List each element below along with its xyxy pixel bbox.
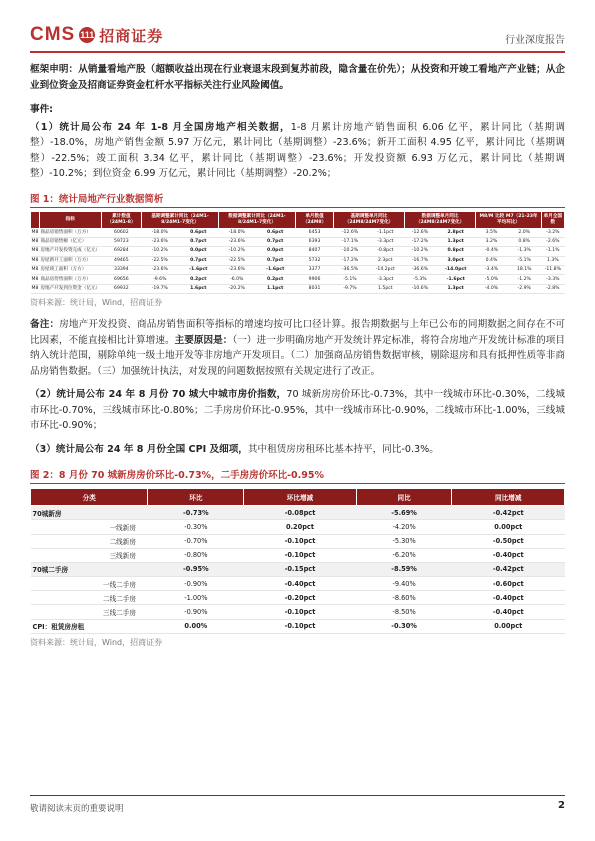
fig1-cell: 0.2pct bbox=[255, 275, 295, 284]
fig1-cell: -20.2% bbox=[219, 284, 255, 293]
fig1-cell: -36.5% bbox=[334, 266, 367, 275]
page-header bbox=[30, 18, 565, 52]
fig1-row bbox=[31, 228, 565, 237]
fig2-value-cell: -0.10pct bbox=[244, 619, 356, 633]
fig2-category-cell: 一线新房 bbox=[31, 520, 148, 534]
fig1-col-6: 基期调整单月同比（24M8/24M7变化） bbox=[334, 211, 405, 228]
fig1-cell: 0.8% bbox=[507, 237, 541, 246]
fig1-cell: M8 bbox=[31, 284, 40, 293]
fig2-row-sub bbox=[31, 591, 565, 605]
fig1-cell: 0.6pct bbox=[178, 228, 218, 237]
fig1-cell: -3.4% bbox=[476, 266, 507, 275]
fig2-row-grp bbox=[31, 506, 565, 520]
fig1-cell: 0.7pct bbox=[178, 256, 218, 265]
fig2-category-cell: 三线二手房 bbox=[31, 605, 148, 619]
fig1-cell: 8407 bbox=[295, 247, 333, 256]
fig1-cell: -1.6pct bbox=[178, 266, 218, 275]
fig1-cell: 房屋新开工面积（万方） bbox=[39, 256, 101, 265]
fig1-cell: 0.2pct bbox=[178, 275, 218, 284]
fig1-cell: M8 bbox=[31, 275, 40, 284]
fig1-cell: -3.3pct bbox=[366, 237, 404, 246]
figure-2-source: 资料来源：统计局，Wind，招商证券 bbox=[30, 637, 163, 647]
fig1-cell: 1.3% bbox=[541, 256, 564, 265]
fig1-cell: 6453 bbox=[295, 228, 333, 237]
figure-2-table bbox=[30, 488, 565, 634]
fig1-row bbox=[31, 247, 565, 256]
fig2-row-sub bbox=[31, 520, 565, 534]
fig1-col-1: 指标 bbox=[39, 211, 101, 228]
fig1-cell: 2.3pct bbox=[366, 256, 404, 265]
fig1-cell: -11.8% bbox=[541, 266, 564, 275]
fig2-value-cell: -5.30% bbox=[356, 534, 452, 548]
figure-2-body bbox=[31, 506, 565, 634]
event-1-body: 1-8 月累计房地产销售面积 6.06 亿平，累计同比（基期调整）-18.0%，房地产销售金额 5.97 万亿元，累计同比（基期调整）-23.6%；新开工面积 4.95 亿平，累计同比（基期调整）-22.5%；竣工面积 3.34 亿平，累计同比（基期调整）-23.6%；开发投资额 6.93 万亿元，累计同比（基期调整）-10.2%；到位资金 6.99 万亿元，累计同比（基期调整）-20.2%； bbox=[30, 121, 565, 179]
figure-1-table bbox=[30, 211, 565, 295]
fig1-cell: 59723 bbox=[101, 237, 141, 246]
fig1-cell: 33394 bbox=[101, 266, 141, 275]
fig1-col-0 bbox=[31, 211, 40, 228]
fig1-cell: 0.7pct bbox=[255, 256, 295, 265]
fig1-col-3: 基期调整累计同比（24M1-8/24M1-7变化） bbox=[142, 211, 219, 228]
event-3-paragraph bbox=[30, 442, 565, 458]
fig1-cell: -1.3% bbox=[507, 247, 541, 256]
fig2-value-cell: -4.20% bbox=[356, 520, 452, 534]
fig1-cell: -19.7% bbox=[142, 284, 178, 293]
fig1-cell: -1.2% bbox=[507, 275, 541, 284]
fig1-cell: -3.3pct bbox=[366, 275, 404, 284]
event-2-body: 70 城新房房价环比-0.73%，其中一线城市环比-0.30%，二线城市环比-0.70%，三线城市环比-0.80%；二手房房价环比-0.95%，其中一线城市环比-0.90%，二线城市环比-1.00%，三线城市环比-0.90%； bbox=[30, 389, 565, 432]
figure-2-header-row bbox=[31, 489, 565, 506]
fig2-value-cell: -0.10pct bbox=[244, 548, 356, 562]
fig1-cell: M8 bbox=[31, 256, 40, 265]
page-footer bbox=[30, 795, 565, 814]
fig2-row-sub bbox=[31, 548, 565, 562]
fig1-row bbox=[31, 284, 565, 293]
fig2-value-cell: -0.20pct bbox=[244, 591, 356, 605]
fig2-value-cell: -9.40% bbox=[356, 577, 452, 591]
fig1-cell: -2.6% bbox=[541, 237, 564, 246]
notes-text-1: 房地产开发投资、商品房销售面积等指标的增速均按可比口径计算。报告期数据与上年已公布的同期数据之间存在不可比因素，不能直接相比计算增速。 bbox=[30, 319, 566, 346]
fig1-cell: -2.9% bbox=[507, 284, 541, 293]
fig1-cell: 房地产开发到位资金（亿元） bbox=[39, 284, 101, 293]
fig2-value-cell: -0.70% bbox=[148, 534, 244, 548]
fig1-cell: 1.6pct bbox=[178, 284, 218, 293]
fig2-value-cell: -8.59% bbox=[356, 562, 452, 576]
notes-reason-label: 主要原因是： bbox=[174, 334, 233, 346]
fig1-cell: -23.6% bbox=[219, 237, 255, 246]
fig1-cell: -12.6% bbox=[404, 228, 435, 237]
fig1-cell: 18.1% bbox=[507, 266, 541, 275]
fig2-value-cell: -0.10pct bbox=[244, 605, 356, 619]
fig1-cell: 1.1pct bbox=[255, 284, 295, 293]
fig1-cell: 房地产开发投资完成（亿元） bbox=[39, 247, 101, 256]
fig1-cell: -0.8pct bbox=[366, 247, 404, 256]
figure-1 bbox=[30, 191, 565, 309]
fig2-value-cell: 0.20pct bbox=[244, 520, 356, 534]
fig1-cell: 1.3pct bbox=[436, 237, 476, 246]
fig1-cell: -10.2% bbox=[219, 247, 255, 256]
fig1-cell: -1.6pct bbox=[255, 266, 295, 275]
fig2-value-cell: -0.80% bbox=[148, 548, 244, 562]
fig1-cell: 0.7pct bbox=[255, 237, 295, 246]
fig1-cell: M8 bbox=[31, 228, 40, 237]
header-divider bbox=[30, 51, 565, 53]
fig2-row-sub bbox=[31, 577, 565, 591]
fig1-cell: -9.7% bbox=[334, 284, 367, 293]
fig1-cell: -10.2% bbox=[404, 247, 435, 256]
fig2-value-cell: -0.40pct bbox=[452, 591, 565, 605]
fig1-cell: -22.5% bbox=[142, 256, 178, 265]
fig1-cell: 0.8pct bbox=[436, 247, 476, 256]
event-3-lead: （3）统计局公布 24 年 8 月份全国 CPI 及细项， bbox=[30, 443, 248, 455]
fig2-value-cell: -0.40pct bbox=[452, 548, 565, 562]
fig2-category-cell: CPI：租赁房房租 bbox=[31, 619, 148, 633]
fig1-cell: 9906 bbox=[295, 275, 333, 284]
fig1-cell: M8 bbox=[31, 247, 40, 256]
fig1-cell: -17.2% bbox=[404, 237, 435, 246]
fig1-cell: -5.1% bbox=[334, 275, 367, 284]
framework-statement: 框架申明：从销量看地产股（超额收益出现在行业衰退末段到复苏前段，隐含量在价先）；从投资和开竣工看地产产业链；从企业到位资金及招商证券资金杠杆水平指标关注行业风险阈值。 bbox=[30, 64, 565, 91]
fig1-cell: -14.0pct bbox=[436, 266, 476, 275]
fig1-cell: -3.2% bbox=[541, 228, 564, 237]
fig1-cell: 房屋竣工面积（万方） bbox=[39, 266, 101, 275]
fig1-col-4: 数据调整累计同比（24M1-8/24M1-7变化） bbox=[219, 211, 296, 228]
notes-label: 备注： bbox=[30, 319, 60, 331]
fig1-cell: -17.1% bbox=[334, 237, 367, 246]
fig1-cell: -22.5% bbox=[219, 256, 255, 265]
report-type-label: 行业深度报告 bbox=[505, 35, 565, 46]
fig2-value-cell: -5.69% bbox=[356, 506, 452, 520]
fig2-value-cell: -0.42pct bbox=[452, 562, 565, 576]
fig1-cell: M8 bbox=[31, 237, 40, 246]
fig1-cell: 6393 bbox=[295, 237, 333, 246]
fig2-value-cell: -1.00% bbox=[148, 591, 244, 605]
fig2-col-3: 同比 bbox=[356, 489, 452, 506]
fig1-cell: 2.0% bbox=[507, 228, 541, 237]
fig1-cell: 商品房待售面积（万方） bbox=[39, 275, 101, 284]
fig1-cell: -5.0% bbox=[476, 275, 507, 284]
fig1-cell: -4.0% bbox=[476, 284, 507, 293]
page-number: 2 bbox=[558, 800, 565, 811]
fig2-value-cell: 0.00% bbox=[148, 619, 244, 633]
fig1-col-2: 累计数值（24M1-8） bbox=[101, 211, 141, 228]
footer-disclaimer: 敬请阅读末页的重要说明 bbox=[30, 804, 124, 814]
fig1-cell: -5.1% bbox=[507, 256, 541, 265]
fig2-value-cell: -0.15pct bbox=[244, 562, 356, 576]
fig1-cell: 3.2% bbox=[476, 237, 507, 246]
fig1-cell: 3377 bbox=[295, 266, 333, 275]
fig1-cell: -23.6% bbox=[142, 266, 178, 275]
fig2-col-1: 环比 bbox=[148, 489, 244, 506]
fig2-value-cell: -8.50% bbox=[356, 605, 452, 619]
fig1-cell: -6.0% bbox=[219, 275, 255, 284]
fig1-cell: 0.6pct bbox=[255, 228, 295, 237]
fig2-category-cell: 二线二手房 bbox=[31, 591, 148, 605]
fig1-cell: -17.2% bbox=[334, 256, 367, 265]
fig2-value-cell: -0.42pct bbox=[452, 506, 565, 520]
fig1-cell: 商品房销售额（亿元） bbox=[39, 237, 101, 246]
events-heading: 事件: bbox=[30, 104, 54, 115]
fig1-cell: -2.8% bbox=[541, 284, 564, 293]
fig1-cell: -16.7% bbox=[404, 256, 435, 265]
event-2-paragraph bbox=[30, 387, 565, 434]
fig1-cell: 0.4% bbox=[476, 256, 507, 265]
fig1-cell: -18.0% bbox=[219, 228, 255, 237]
fig1-cell: 8031 bbox=[295, 284, 333, 293]
fig1-cell: -5.3% bbox=[404, 275, 435, 284]
fig1-cell: 商品房销售面积（万方） bbox=[39, 228, 101, 237]
fig2-value-cell: -8.60% bbox=[356, 591, 452, 605]
fig2-value-cell: -0.50pct bbox=[452, 534, 565, 548]
fig2-row-sub bbox=[31, 534, 565, 548]
fig1-cell: -3.3% bbox=[541, 275, 564, 284]
fig1-cell: -23.6% bbox=[142, 237, 178, 246]
fig1-row bbox=[31, 256, 565, 265]
fig2-category-cell: 70城二手房 bbox=[31, 562, 148, 576]
fig2-value-cell: -0.90% bbox=[148, 605, 244, 619]
fig1-cell: 1.5pct bbox=[366, 284, 404, 293]
fig2-value-cell: -0.30% bbox=[356, 619, 452, 633]
event-1-paragraph bbox=[30, 120, 565, 182]
event-1-lead: （1）统计局公布 24 年 1-8 月全国房地产相关数据， bbox=[30, 121, 291, 133]
footer-divider bbox=[30, 795, 565, 796]
fig1-row bbox=[31, 237, 565, 246]
fig1-row bbox=[31, 275, 565, 284]
fig1-cell: -10.2% bbox=[334, 247, 367, 256]
fig1-cell: M8 bbox=[31, 266, 40, 275]
fig1-cell: 69656 bbox=[101, 275, 141, 284]
fig1-row bbox=[31, 266, 565, 275]
figure-1-header-row bbox=[31, 211, 565, 228]
fig1-cell: -36.6% bbox=[404, 266, 435, 275]
company-logo bbox=[30, 24, 163, 46]
fig1-cell: 0.0pct bbox=[178, 247, 218, 256]
fig2-value-cell: -0.73% bbox=[148, 506, 244, 520]
fig2-value-cell: -0.90% bbox=[148, 577, 244, 591]
fig1-cell: -9.6% bbox=[142, 275, 178, 284]
fig2-value-cell: 0.00pct bbox=[452, 619, 565, 633]
fig1-cell: 49465 bbox=[101, 256, 141, 265]
fig1-cell: -1.6pct bbox=[436, 275, 476, 284]
fig2-value-cell: -0.10pct bbox=[244, 534, 356, 548]
figure-1-title: 图 1：统计局地产行业数据简析 bbox=[30, 191, 565, 208]
logo-badge-icon: 111 bbox=[79, 27, 95, 43]
fig1-cell: 69284 bbox=[101, 247, 141, 256]
fig2-category-cell: 二线新房 bbox=[31, 534, 148, 548]
notes-paragraph bbox=[30, 317, 565, 379]
fig2-value-cell: -0.40pct bbox=[452, 605, 565, 619]
fig2-category-cell: 三线新房 bbox=[31, 548, 148, 562]
fig2-value-cell: -6.20% bbox=[356, 548, 452, 562]
figure-2-title: 图 2：8 月份 70 城新房房价环比-0.73%，二手房房价环比-0.95% bbox=[30, 467, 565, 484]
fig1-cell: 3.0pct bbox=[436, 256, 476, 265]
logo-chinese-name: 招商证券 bbox=[99, 26, 164, 45]
fig1-cell: 0.0pct bbox=[255, 247, 295, 256]
fig2-value-cell: -0.08pct bbox=[244, 506, 356, 520]
fig1-cell: 69932 bbox=[101, 284, 141, 293]
event-3-body: 其中租赁房房租环比基本持平，同比-0.3%。 bbox=[247, 443, 439, 455]
main-content bbox=[30, 62, 565, 648]
fig1-cell: 0.7pct bbox=[178, 237, 218, 246]
fig1-cell: -14.2pct bbox=[366, 266, 404, 275]
fig2-row-sub bbox=[31, 605, 565, 619]
fig1-col-7: 数据调整单月同比（24M8/24M7变化） bbox=[404, 211, 476, 228]
fig2-category-cell: 一线二手房 bbox=[31, 577, 148, 591]
fig1-cell: -23.6% bbox=[219, 266, 255, 275]
figure-1-body bbox=[31, 228, 565, 294]
fig1-cell: 5732 bbox=[295, 256, 333, 265]
fig2-row-cpi bbox=[31, 619, 565, 633]
fig2-col-4: 同比增减 bbox=[452, 489, 565, 506]
fig2-value-cell: -0.60pct bbox=[452, 577, 565, 591]
logo-cms-text: CMS bbox=[30, 24, 76, 45]
fig1-col-8: M8/M 比较 M7（21-23年平均环比） bbox=[476, 211, 541, 228]
fig2-col-0: 分类 bbox=[31, 489, 148, 506]
fig2-category-cell: 70城新房 bbox=[31, 506, 148, 520]
fig2-value-cell: -0.40pct bbox=[244, 577, 356, 591]
fig1-cell: -10.2% bbox=[142, 247, 178, 256]
fig1-cell: 2.8pct bbox=[436, 228, 476, 237]
fig1-cell: -10.6% bbox=[404, 284, 435, 293]
fig1-cell: 3.5% bbox=[476, 228, 507, 237]
fig1-cell: -0.4% bbox=[476, 247, 507, 256]
fig1-col-5: 单月数值（24M8） bbox=[295, 211, 333, 228]
fig1-cell: -12.6% bbox=[334, 228, 367, 237]
fig1-cell: -1.1% bbox=[541, 247, 564, 256]
event-2-lead: （2）统计局公布 24 年 8 月份 70 城大中城市房价指数， bbox=[30, 389, 287, 401]
fig1-cell: 60602 bbox=[101, 228, 141, 237]
fig2-col-2: 环比增减 bbox=[244, 489, 356, 506]
fig1-cell: -1.1pct bbox=[366, 228, 404, 237]
figure-2 bbox=[30, 467, 565, 648]
figure-1-source: 资料来源：统计局，Wind，招商证券 bbox=[30, 298, 163, 308]
fig2-row-grp bbox=[31, 562, 565, 576]
fig2-value-cell: 0.00pct bbox=[452, 520, 565, 534]
notes-text-2: （一）进一步明确房地产开发统计界定标准，将符合房地产开发统计标准的项目纳入统计范围，剔除单纯一级土地开发等非房地产开发项目。（二）加强商品房销售数据审核，剔除退房和具有抵押性质等非商品房销售数据。（三）加强统计执法，对发现的问题数据按照有关规定进行了改正。 bbox=[30, 334, 566, 377]
fig2-value-cell: -0.95% bbox=[148, 562, 244, 576]
fig1-col-9: 单月全国数 bbox=[541, 211, 564, 228]
fig1-cell: -18.0% bbox=[142, 228, 178, 237]
fig2-value-cell: -0.30% bbox=[148, 520, 244, 534]
fig1-cell: 1.3pct bbox=[436, 284, 476, 293]
